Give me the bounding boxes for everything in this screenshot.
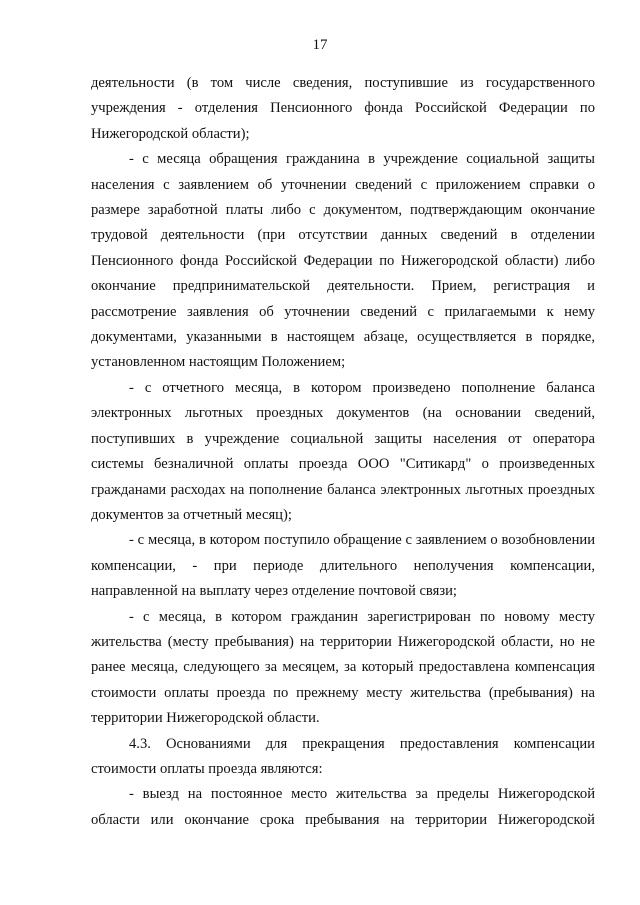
paragraph-new-residence: - с месяца, в котором гражданин зарегистрирован по новому месту жительства (месту пребывания) на территории Нижегородской области, но не ранее месяца, следующего за месяцем, за который предоставлена компенсация стоимости оплаты проезда по прежнему месту жительства (пребывания) на территории Нижегородской области. bbox=[91, 608, 595, 727]
paragraph-reporting-month: - с отчетного месяца, в котором произведено пополнение баланса электронных льготных проездных документов (на основании сведений, поступивших в учреждение социальной защиты населения от оператора системы безналичной оплаты проезда ООО "Ситикард" о произведенных гражданами расходах на пополнение баланса электронных льготных проездных документов за отчетный месяц); bbox=[91, 379, 595, 523]
paragraph-clarification-request: - с месяца обращения гражданина в учреждение социальной защиты населения с заявлением об уточнении сведений с приложением справки о размере заработной платы либо с документом, подтверждающим окончание трудовой деятельности (при отсутствии данных сведений в отделении Пенсионного фонда Российской Федерации по Нижегородской области) либо окончание предпринимательской деятельности. Прием, регистрация и рассмотрение заявления об уточнении сведений с прилагаемыми к нему документами, указанными в настоящем абзаце, осуществляется в порядке, установленном настоящим Положением; bbox=[91, 151, 595, 371]
paragraph-continuation: деятельности (в том числе сведения, поступившие из государственного учреждения - отделения Пенсионного фонда Российской Федерации по Нижегородской области); bbox=[91, 75, 595, 142]
paragraph-section-4-3: 4.3. Основаниями для прекращения предоставления компенсации стоимости оплаты проезда являются: bbox=[91, 735, 595, 777]
paragraph-resumption: - с месяца, в котором поступило обращение с заявлением о возобновлении компенсации, - при периоде длительного неполучения компенсации, направленной на выплату через отделение почтовой связи; bbox=[91, 532, 595, 600]
page-number: 17 bbox=[312, 37, 328, 53]
document-body bbox=[91, 71, 595, 833]
paragraph-departure: - выезд на постоянное место жительства за пределы Нижегородской области или окончание срока пребывания на территории Нижегородской bbox=[91, 786, 595, 828]
